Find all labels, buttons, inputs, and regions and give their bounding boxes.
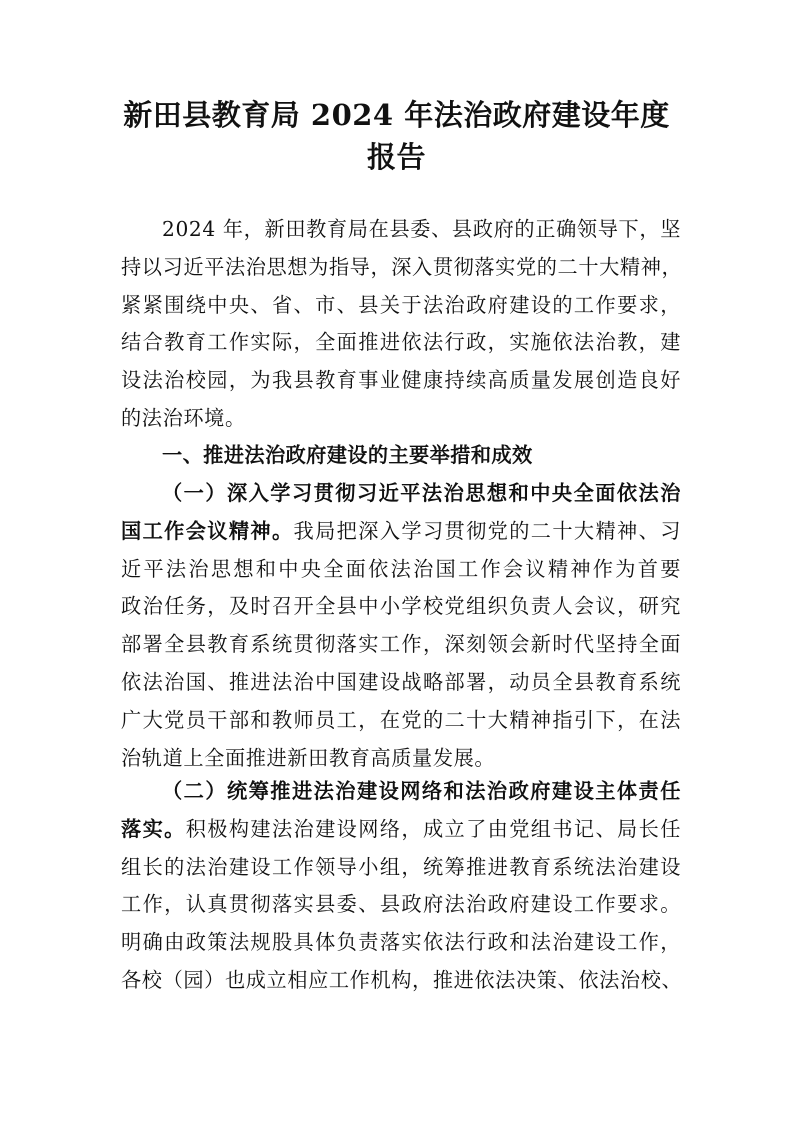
intro-paragraph: [121, 211, 681, 438]
document-title-line-2: 报告: [366, 140, 426, 174]
intro-line: 设法治校园，为我县教育事业健康持续高质量发展创造良好: [121, 368, 681, 393]
item-2-line: 工作，认真贯彻落实县委、县政府法治政府建设工作要求。: [121, 892, 681, 917]
item-2-heading-end: 落实。: [121, 816, 186, 841]
item-2-line: 组长的法治建设工作领导小组，统筹推进教育系统法治建设: [121, 854, 681, 879]
intro-line: 的法治环境。: [121, 405, 246, 430]
item-1-paragraph: [121, 475, 681, 777]
item-1-line: 政治任务，及时召开全县中小学校党组织负责人会议，研究: [121, 594, 681, 619]
section-heading-1: 一、推进法治政府建设的主要举措和成效: [162, 443, 533, 467]
item-1-heading-line: （一）深入学习贯彻习近平法治思想和中央全面依法治: [162, 481, 681, 505]
item-2-line: 各校（园）也成立相应工作机构，推进依法决策、依法治校、: [121, 967, 683, 992]
item-1-text-start: 我局把深入学习贯彻党的二十大精神、习: [293, 518, 681, 543]
item-2-text-start: 积极构建法治建设网络，成立了由党组书记、局长任: [185, 816, 681, 841]
item-2-line: 明确由政策法规股具体负责落实依法行政和法治建设工作，: [121, 930, 681, 955]
document-title-line-1: 新田县教育局 2024 年法治政府建设年度: [123, 98, 670, 132]
item-1-line: 广大党员干部和教师员工，在党的二十大精神指引下，在法: [121, 707, 681, 732]
intro-line: 紧紧围绕中央、省、市、县关于法治政府建设的工作要求，: [121, 292, 681, 317]
item-1-line: 依法治国、推进法治中国建设战略部署，动员全县教育系统: [121, 669, 681, 694]
item-1-line: 治轨道上全面推进新田教育高质量发展。: [121, 745, 496, 770]
item-2-mixed-line: [121, 811, 681, 849]
item-1-line: 部署全县教育系统贯彻落实工作，深刻领会新时代坚持全面: [121, 632, 681, 657]
item-1-mixed-line: [121, 513, 681, 551]
item-1-heading-end: 国工作会议精神。: [121, 518, 294, 543]
intro-line: 结合教育工作实际，全面推进依法行政，实施依法治教，建: [121, 330, 681, 355]
item-2-paragraph: [121, 773, 681, 1000]
intro-line: 2024 年，新田教育局在县委、县政府的正确领导下，坚: [162, 217, 681, 241]
intro-line: 持以习近平法治思想为指导，深入贯彻落实党的二十大精神，: [121, 254, 683, 279]
item-1-line: 近平法治思想和中央全面依法治国工作会议精神作为首要: [121, 556, 681, 581]
item-2-heading-line: （二）统筹推进法治建设网络和法治政府建设主体责任: [162, 779, 681, 803]
